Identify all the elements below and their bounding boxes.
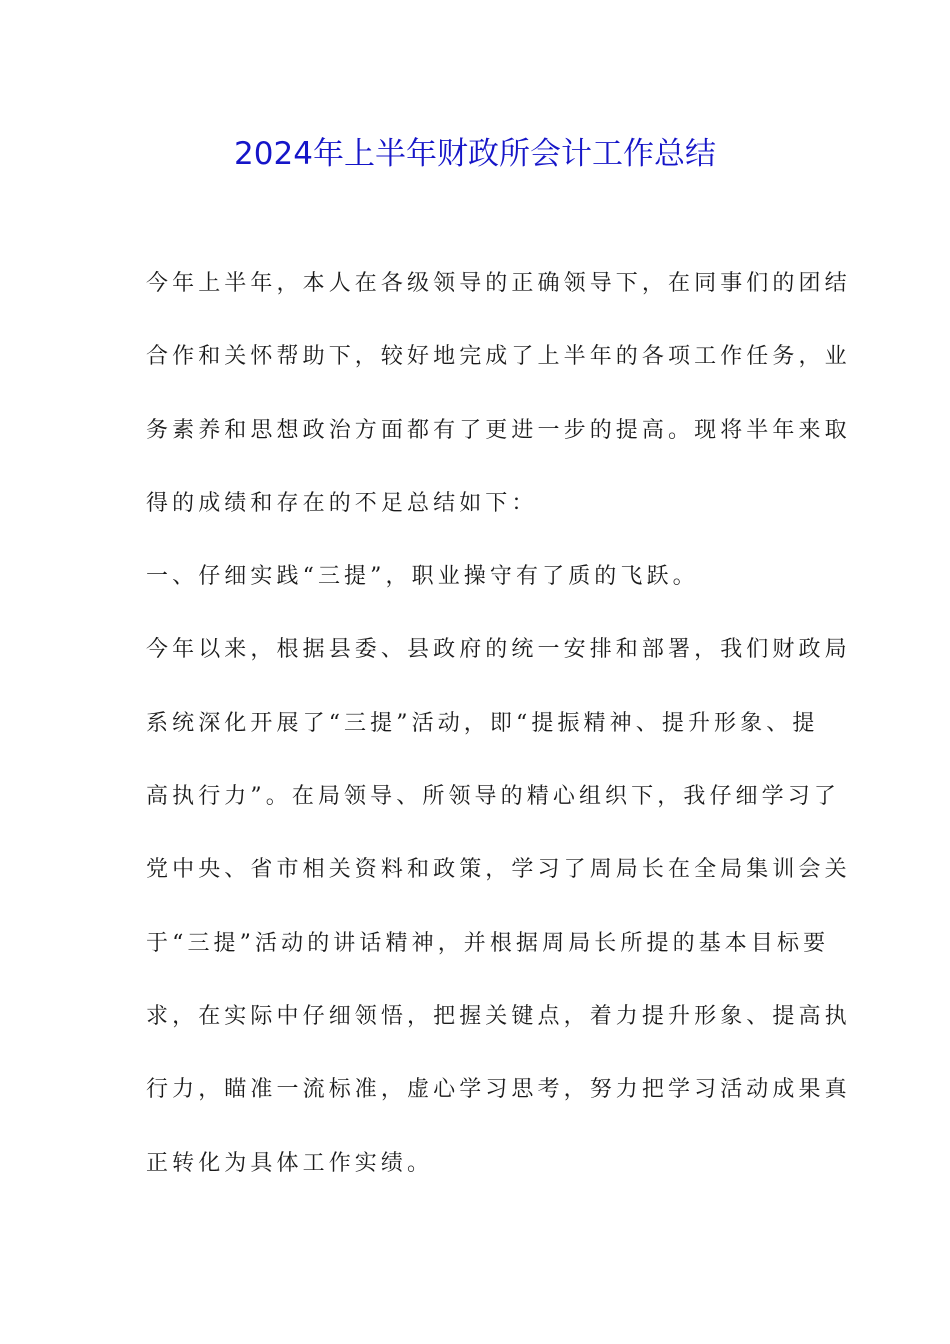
paragraph-intro bbox=[146, 247, 851, 540]
text-line: 党中央、省市相关资料和政策，学习了周局长在全局集训会关 bbox=[146, 857, 851, 883]
text-line: 得的成绩和存在的不足总结如下： bbox=[146, 490, 538, 516]
text-line: 行力，瞄准一流标准，虚心学习思考，努力把学习活动成果真 bbox=[146, 1077, 851, 1103]
text-line: 今年上半年，本人在各级领导的正确领导下，在同事们的团结 bbox=[146, 271, 851, 296]
document-title: 2024年上半年财政所会计工作总结 bbox=[234, 136, 716, 172]
text-line: 务素养和思想政治方面都有了更进一步的提高。现将半年来取 bbox=[146, 417, 851, 443]
text-line: 系统深化开展了“三提”活动，即“提振精神、提升形象、提 bbox=[146, 710, 819, 736]
section-heading-one bbox=[146, 540, 816, 613]
text-line: 一、仔细实践“三提”，职业操守有了质的飞跃。 bbox=[146, 564, 699, 590]
text-line: 今年以来，根据县委、县政府的统一安排和部署，我们财政局 bbox=[146, 637, 851, 663]
text-line: 于“三提”活动的讲话精神，并根据周局长所提的基本目标要 bbox=[146, 930, 830, 956]
text-line: 高执行力”。在局领导、所领导的精心组织下，我仔细学习了 bbox=[146, 784, 840, 810]
text-line: 合作和关怀帮助下，较好地完成了上半年的各项工作任务，业 bbox=[146, 344, 851, 370]
text-line: 正转化为具体工作实绩。 bbox=[146, 1150, 434, 1176]
text-line: 求，在实际中仔细领悟，把握关键点，着力提升形象、提高执 bbox=[146, 1003, 851, 1029]
document-body bbox=[146, 247, 851, 1200]
paragraph-section-one bbox=[146, 613, 851, 1199]
